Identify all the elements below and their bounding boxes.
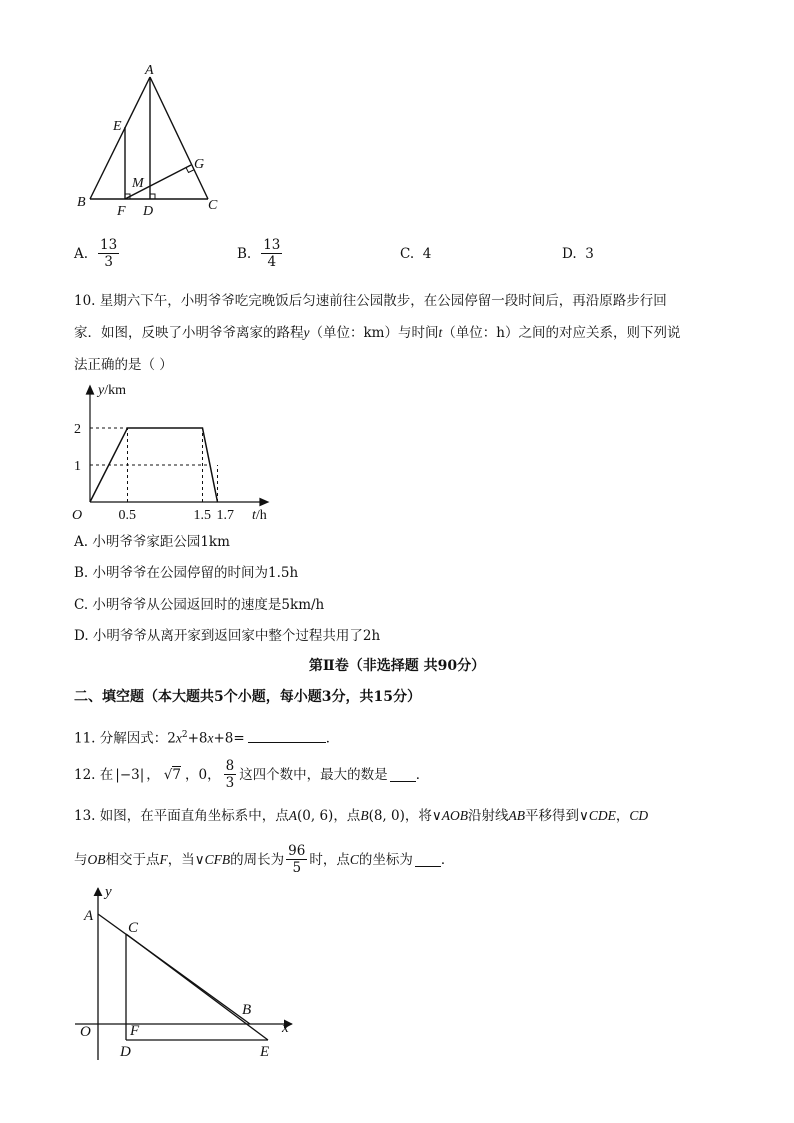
q12-prefix: 12. 在 xyxy=(74,766,114,783)
text: 的周长为 xyxy=(230,851,285,868)
denominator: 3 xyxy=(225,775,235,791)
numerator: 13 xyxy=(263,237,281,253)
text: 平移得到 xyxy=(524,808,579,824)
fraction xyxy=(224,758,237,791)
segment-ac xyxy=(150,77,208,199)
numerator: 13 xyxy=(100,237,118,253)
q12-text: 这四个数中，最大的数是 xyxy=(239,766,388,783)
q10-option-b[interactable]: B. 小明爷爷在公园停留的时间为1.5h xyxy=(74,565,299,581)
expr-coef: 2 xyxy=(167,730,176,747)
right-angle-g xyxy=(186,168,194,173)
q13-line-2 xyxy=(74,843,454,876)
option-label: A. xyxy=(74,245,89,262)
label-g: G xyxy=(194,157,205,172)
text: ，点 xyxy=(333,808,361,824)
y-tick-label-1: 1 xyxy=(74,459,81,474)
option-label: D. xyxy=(562,246,577,262)
point-c: C xyxy=(349,851,359,867)
label-e: E xyxy=(113,119,122,134)
numerator: 96 xyxy=(288,843,306,859)
fraction xyxy=(286,843,307,876)
sep: ，0， xyxy=(185,766,221,783)
distance-time-chart xyxy=(70,380,280,525)
origin-label: O xyxy=(72,508,83,523)
q10-line-1: 10. 星期六下午，小明爷爷吃完晚饭后匀速前往公园散步，在公园停留一段时间后，再沿原路步行回 xyxy=(74,293,667,309)
sqrt-inner: 7 xyxy=(172,766,181,783)
part-title: 二、填空题（本大题共5个小题，每小题3分，共15分） xyxy=(74,689,421,705)
var-x: x xyxy=(207,730,214,746)
triangle-cfb: ∨CFB xyxy=(194,851,231,867)
point-f: F xyxy=(159,851,168,867)
expr-term: +8= xyxy=(213,730,245,747)
q9-option-c[interactable] xyxy=(400,246,431,262)
q12-end: ． xyxy=(415,766,430,783)
q10-option-d[interactable]: D. 小明爷爷从离开家到返回家中整个过程共用了2h xyxy=(74,628,381,644)
q9-option-b[interactable] xyxy=(237,237,282,270)
text: 相交于点 xyxy=(105,851,160,868)
exponent: 2 xyxy=(181,730,188,740)
x-tick-label-1.5: 1.5 xyxy=(193,508,211,523)
label-f: F xyxy=(130,1023,140,1039)
coordinate-figure xyxy=(70,880,310,1065)
q10-option-c[interactable]: C. 小明爷爷从公园返回时的速度是5km/h xyxy=(74,597,325,613)
option-value: 4 xyxy=(422,246,432,262)
label-o: O xyxy=(80,1024,91,1040)
fraction xyxy=(98,237,119,270)
label-a: A xyxy=(84,908,94,924)
label-b: B xyxy=(77,195,86,210)
x-tick-label-0.5: 0.5 xyxy=(118,508,136,523)
ray-ab: AB xyxy=(508,808,525,823)
text: ，当 xyxy=(167,851,195,868)
abs-value: |−3| xyxy=(115,766,145,783)
text: 沿射线 xyxy=(467,808,509,824)
sqrt-expr: √7 xyxy=(163,766,181,783)
q11 xyxy=(74,725,339,749)
y-axis-label: y/km xyxy=(98,383,126,398)
text: 13. 如图，在平面直角坐标系中，点 xyxy=(74,808,289,824)
q11-prefix: 11. 分解因式： xyxy=(74,730,168,747)
label-e: E xyxy=(260,1044,270,1060)
text: （单位：km）与时间 xyxy=(309,325,439,341)
var-y: y xyxy=(303,325,310,340)
text: ，将 xyxy=(404,808,432,824)
q9-option-d[interactable] xyxy=(562,246,594,262)
label-b: B xyxy=(242,1002,252,1018)
denominator: 3 xyxy=(104,254,113,270)
text: 与 xyxy=(74,851,88,868)
label-x: x xyxy=(282,1020,289,1036)
denominator: 4 xyxy=(267,254,277,270)
q10-line-2 xyxy=(74,323,680,343)
y-tick-label-2: 2 xyxy=(74,422,81,437)
q10-option-a[interactable]: A. 小明爷爷家距公园1km xyxy=(74,534,230,550)
label-c: C xyxy=(208,198,218,213)
q13-line-1 xyxy=(74,806,648,826)
answer-blank[interactable] xyxy=(390,767,416,782)
label-d: D xyxy=(143,204,154,219)
option-label: C. xyxy=(400,246,415,262)
sep: ， xyxy=(146,766,160,783)
triangle-aob: ∨AOB xyxy=(431,808,468,823)
triangle-cde: ∨CDE xyxy=(578,808,616,823)
segment-ob: OB xyxy=(87,851,106,867)
q9-option-a[interactable] xyxy=(74,237,119,270)
denominator: 5 xyxy=(292,860,302,876)
label-d: D xyxy=(120,1044,131,1060)
triangle-figure xyxy=(70,60,240,220)
text: 家．如图，反映了小明爷爷离家的路程 xyxy=(74,325,304,341)
label-m: M xyxy=(132,176,144,191)
point-a: A xyxy=(288,808,298,823)
label-y: y xyxy=(105,884,112,900)
label-f: F xyxy=(117,204,126,219)
coord-b: (8, 0) xyxy=(368,808,405,824)
text: ， xyxy=(615,808,630,824)
text: 的坐标为 xyxy=(358,851,413,868)
answer-blank[interactable] xyxy=(248,728,326,743)
segment-ab xyxy=(98,914,250,1024)
option-label: B. xyxy=(237,245,252,262)
x-axis-label: t/h xyxy=(252,508,267,523)
numerator: 8 xyxy=(225,758,235,774)
option-value: 3 xyxy=(585,246,594,262)
var-x: x xyxy=(175,730,182,746)
label-a: A xyxy=(145,63,154,78)
expr-term: +8 xyxy=(187,730,208,747)
text: （单位：h）之间的对应关系，则下列说 xyxy=(442,325,681,341)
right-angle-d xyxy=(150,194,155,199)
point-b: B xyxy=(360,808,369,823)
var-t: t xyxy=(438,325,443,340)
fraction xyxy=(261,237,282,270)
coord-a: (0, 6) xyxy=(297,808,334,824)
text: ． xyxy=(440,851,455,868)
volume-title: 第Ⅱ卷（非选择题 共90分） xyxy=(308,658,486,674)
q11-end: ． xyxy=(325,730,340,747)
x-axis-arrow xyxy=(260,499,268,506)
segment-cd: CD xyxy=(629,808,649,823)
q12 xyxy=(74,758,429,791)
label-c: C xyxy=(128,920,139,936)
x-tick-label-1.7: 1.7 xyxy=(216,508,234,523)
q10-line-3: 法正确的是（ ） xyxy=(74,357,173,373)
answer-blank[interactable] xyxy=(415,852,441,867)
y-axis-arrow xyxy=(87,386,94,394)
text: 时，点 xyxy=(309,851,350,868)
abs-inner: −3 xyxy=(119,766,140,783)
